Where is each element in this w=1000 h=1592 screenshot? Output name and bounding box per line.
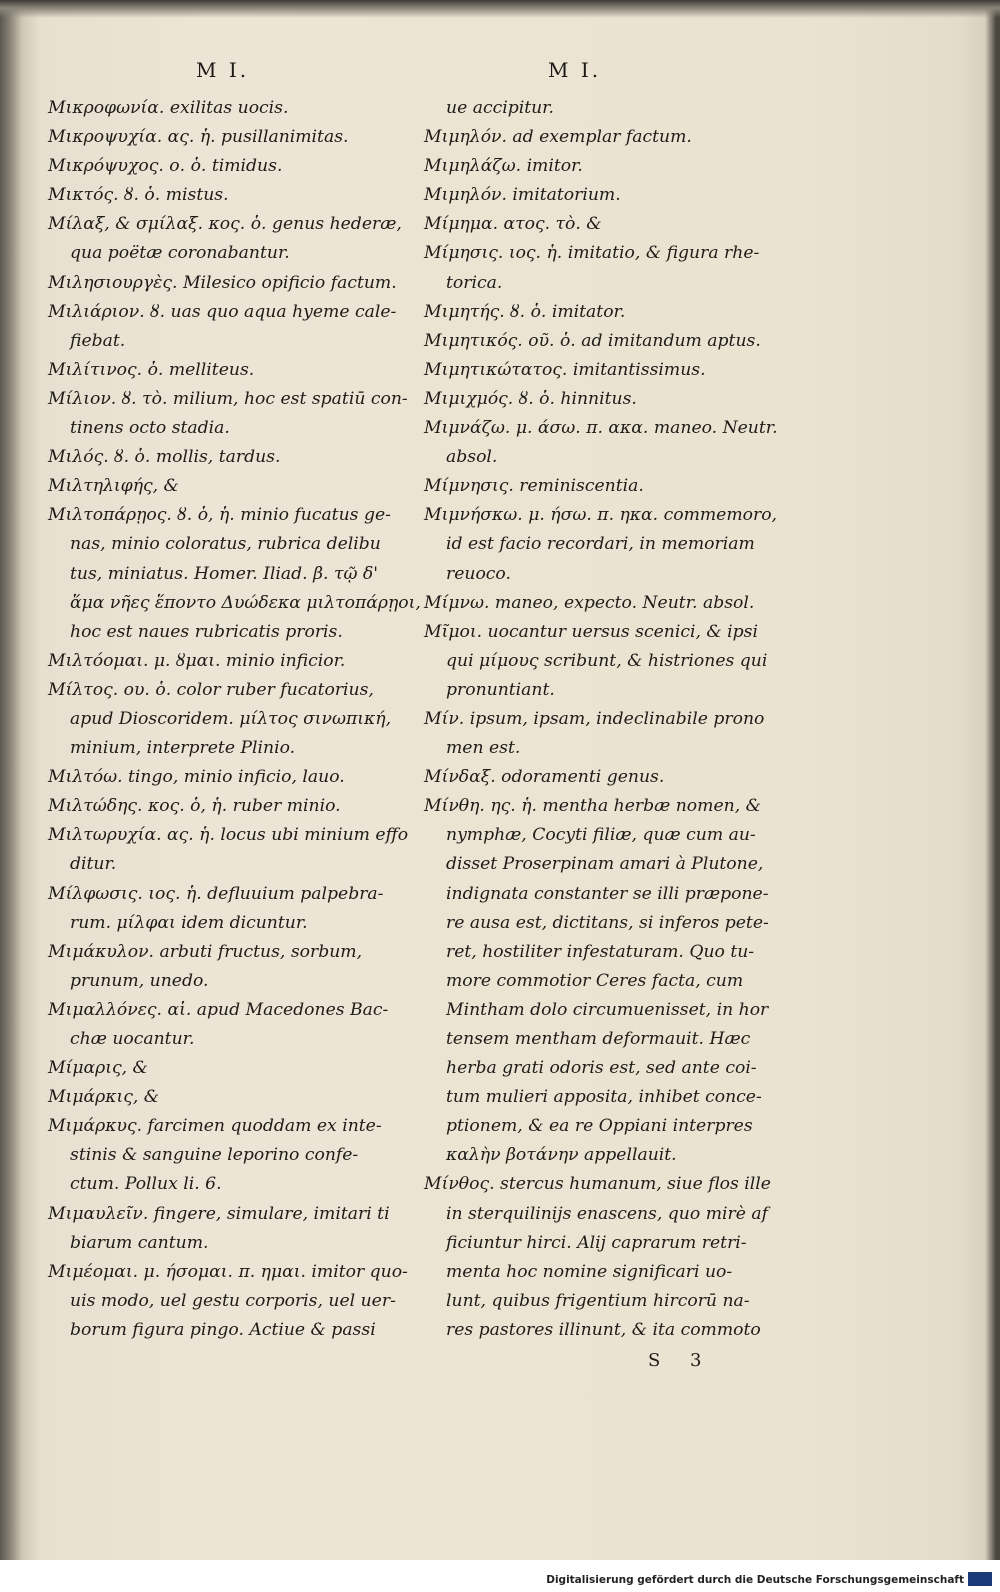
dictionary-line: Μίμημα. ατος. τὸ. & [424, 214, 602, 235]
dictionary-line: Μίμνησις. reminiscentia. [424, 476, 644, 497]
dictionary-line: ditur. [70, 854, 117, 875]
dictionary-line: stinis & sanguine leporino confe- [70, 1145, 359, 1166]
dictionary-line: borum figura pingo. Actiue & passi [70, 1319, 376, 1340]
dictionary-line: tinens octo stadia. [70, 418, 230, 439]
dictionary-line: Mintham dolo circumuenisset, in hor [446, 999, 769, 1020]
dictionary-line: Μίμησις. ιος. ἡ. imitatio, & figura rhe- [424, 243, 760, 264]
dictionary-line: id est facio recordari, in memoriam [446, 534, 755, 555]
dictionary-line: Μικροφωνία. exilitas uocis. [48, 98, 289, 118]
dictionary-line: tus, miniatus. Homer. Iliad. β. τῷ δ' [70, 563, 378, 584]
dictionary-line: Μιλτόομαι. μ. ȣμαι. minio inficior. [48, 650, 346, 671]
dictionary-line: Μιμητικός. οῦ. ὁ. ad imitandum aptus. [424, 330, 761, 351]
dictionary-line: prunum, unedo. [70, 970, 209, 991]
dictionary-line: uis modo, uel gestu corporis, uel uer- [70, 1290, 396, 1311]
dictionary-line: Μιλός. ȣ. ὁ. mollis, tardus. [48, 447, 281, 468]
dictionary-line: qui μίμους scribunt, & histriones qui [446, 650, 768, 671]
dictionary-line: Μιμητικώτατος. imitantissimus. [424, 359, 706, 380]
dictionary-line: lunt, quibus frigentium hircorū na- [446, 1290, 750, 1311]
running-head-left: M I. [196, 58, 250, 82]
running-head-right: M I. [548, 58, 602, 82]
dictionary-line: Μικρόψυχος. ο. ὁ. timidus. [48, 156, 283, 177]
dictionary-line: Μιμάρκυς. farcimen quoddam ex inte- [48, 1116, 382, 1137]
dictionary-line: Μιμηλόν. ad exemplar factum. [424, 127, 692, 148]
dictionary-line: rum. μίλφαι idem dicuntur. [70, 912, 308, 933]
dictionary-line: Μικροψυχία. ας. ἡ. pusillanimitas. [48, 127, 349, 148]
dictionary-line: biarum cantum. [70, 1232, 209, 1253]
dictionary-line: apud Dioscoridem. μίλτος σινωπική, [70, 708, 392, 729]
dictionary-line: Μιλτηλιφής, & [48, 476, 179, 497]
dictionary-line: Μίμαρις, & [48, 1058, 148, 1079]
dictionary-line: Μιμηλάζω. imitor. [424, 156, 583, 177]
dictionary-line: ctum. Pollux li. 6. [70, 1174, 222, 1195]
dictionary-line: Μίλτος. ου. ὁ. color ruber fucatorius, [48, 679, 374, 700]
dictionary-line: Μιμέομαι. μ. ήσομαι. π. ημαι. imitor quo- [48, 1261, 408, 1282]
dictionary-line: Μιμάρκις, & [48, 1087, 160, 1108]
dictionary-line: nymphæ, Cocyti filiæ, quæ cum au- [446, 825, 756, 846]
dictionary-line: herba grati odoris est, sed ante coi- [446, 1058, 757, 1079]
dictionary-line: absol. [446, 447, 498, 468]
dictionary-line: Μιλησιουργὲς. Milesico opificio factum. [48, 272, 397, 293]
dictionary-line: Μιμιχμός. ȣ. ὁ. hinnitus. [424, 388, 637, 409]
dictionary-line: ptionem, & ea re Oppiani interpres [446, 1116, 753, 1137]
dictionary-line: Μιλτοπάρῃος. ȣ. ὁ, ἡ. minio fucatus ge- [48, 505, 391, 526]
dictionary-line: hoc est naues rubricatis proris. [70, 621, 343, 642]
dictionary-line: Μιλτωρυχία. ας. ἡ. locus ubi minium effo [48, 825, 409, 846]
dictionary-line: res pastores illinunt, & ita commoto [446, 1319, 761, 1340]
dictionary-line: Μιμητής. ȣ. ὁ. imitator. [424, 301, 626, 322]
dictionary-line: ue accipitur. [446, 98, 554, 118]
dictionary-line: Μιλιάριον. ȣ. uas quo aqua hyeme cale- [48, 301, 397, 322]
dictionary-line: καλὴν βοτάνην appellauit. [446, 1145, 677, 1166]
dictionary-line: Μίνθη. ης. ἡ. mentha herbæ nomen, & [424, 796, 761, 817]
dictionary-line: Μιλτόω. tingo, minio inficio, lauo. [48, 767, 345, 788]
left-column [48, 94, 421, 1345]
right-column [424, 94, 778, 1345]
dictionary-line: pronuntiant. [446, 679, 555, 700]
dictionary-line: nas, minio coloratus, rubrica delibu [70, 534, 381, 555]
dictionary-line: Μιλτώδης. κος. ὁ, ἡ. ruber minio. [48, 796, 341, 817]
dictionary-line: fiebat. [70, 330, 126, 351]
dictionary-line: men est. [446, 738, 521, 759]
dictionary-line: minium, interprete Plinio. [70, 738, 296, 759]
dictionary-line: Μίνδαξ. odoramenti genus. [424, 767, 665, 788]
dictionary-line: chæ uocantur. [70, 1029, 195, 1049]
page-top-edge [0, 0, 1000, 18]
dictionary-line: Μίνθος. stercus humanum, siue flos ille [424, 1174, 771, 1195]
dictionary-line: Μιμαλλόνες. αἱ. apud Macedones Bac- [48, 999, 389, 1020]
dfg-logo [968, 1572, 992, 1586]
dictionary-line: Μιλίτινος. ὁ. melliteus. [48, 359, 255, 380]
dictionary-line: Μιμηλόν. imitatorium. [424, 185, 621, 206]
signature-mark: S 3 [648, 1350, 714, 1371]
dictionary-line: Μίλιον. ȣ. τὸ. milium, hoc est spatiū con- [48, 388, 408, 409]
dictionary-line: disset Proserpinam amari à Plutone, [446, 854, 764, 875]
dictionary-line: indignata constanter se illi præpone- [446, 883, 769, 904]
dictionary-line: Μιμνήσκω. μ. ήσω. π. ηκα. commemoro, [424, 505, 778, 526]
dictionary-line: ficiuntur hirci. Alij caprarum retri- [446, 1232, 747, 1253]
dictionary-line: menta hoc nomine significari uo- [446, 1261, 733, 1282]
dictionary-line: torica. [446, 272, 503, 293]
dictionary-line: Μῖμοι. uocantur uersus scenici, & ipsi [424, 621, 758, 642]
dictionary-line: Μίμνω. maneo, expecto. Neutr. absol. [424, 592, 755, 613]
dictionary-line: Μικτός. ȣ. ὁ. mistus. [48, 185, 229, 206]
dictionary-line: Μιμνάζω. μ. άσω. π. ακα. maneo. Neutr. [424, 418, 778, 439]
dictionary-line: Μίλαξ, & σμίλαξ. κος. ὁ. genus hederæ, [48, 214, 402, 235]
dictionary-line: Μιμαυλεῖν. fingere, simulare, imitari ti [48, 1203, 390, 1224]
dictionary-line: ret, hostiliter infestaturam. Quo tu- [446, 941, 755, 962]
dictionary-line: re ausa est, dictitans, si inferos pete- [446, 912, 769, 933]
dictionary-line: tensem mentham deformauit. Hæc [446, 1029, 751, 1049]
dictionary-line: more commotior Ceres facta, cum [446, 970, 744, 991]
dictionary-line: qua poëtæ coronabantur. [70, 243, 290, 264]
dictionary-line: ἅμα νῆες ἕποντο Δυώδεκα μιλτοπάρῃοι, [70, 592, 421, 613]
dictionary-line: Μίν. ipsum, ipsam, indeclinabile prono [424, 708, 765, 729]
dictionary-line: Μιμάκυλον. arbuti fructus, sorbum, [48, 941, 363, 962]
dictionary-line: in sterquilinijs enascens, quo mirè af [446, 1203, 768, 1224]
funding-credit: Digitalisierung gefördert durch die Deutsche Forschungsgemeinschaft [546, 1574, 964, 1586]
dictionary-line: tum mulieri apposita, inhibet conce- [446, 1087, 762, 1108]
dictionary-line: reuoco. [446, 563, 511, 584]
dictionary-line: Μίλφωσις. ιος. ἡ. defluuium palpebra- [48, 883, 384, 904]
